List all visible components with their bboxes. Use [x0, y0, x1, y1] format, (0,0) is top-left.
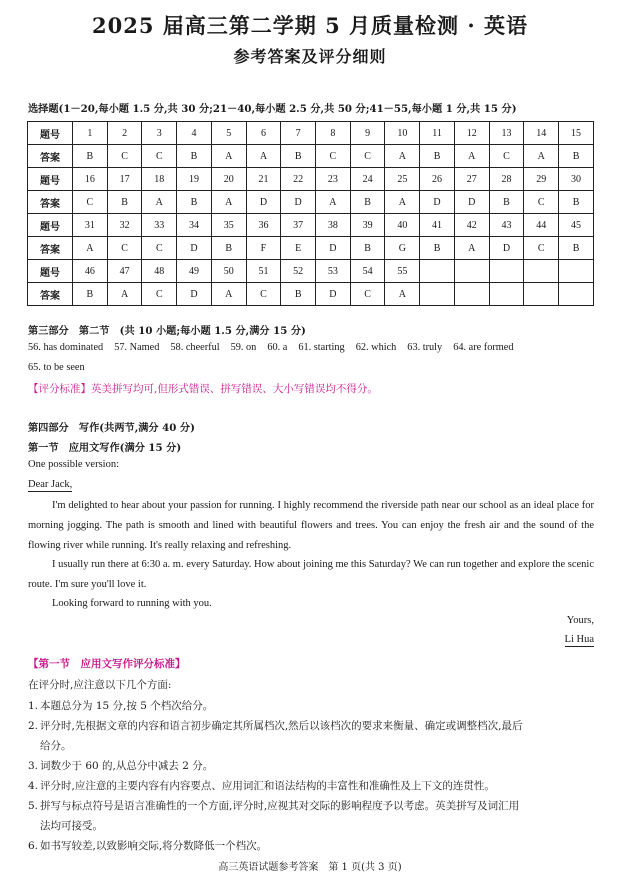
answer-cell: [489, 283, 524, 306]
criteria-rule: [28, 796, 594, 836]
question-number-cell: 29: [524, 168, 559, 191]
page-title: 2025 届高三第二学期 5 月质量检测 · 英语: [92, 13, 528, 38]
answer-cell: B: [350, 191, 385, 214]
answer-cell: E: [281, 237, 316, 260]
answer-cell: A: [524, 145, 559, 168]
question-number-cell: 3: [142, 122, 177, 145]
question-number-cell: 42: [454, 214, 489, 237]
part3-criteria-note: 【评分标准】英美拼写均可,但形式错误、拼写错误、大小写错误均不得分。: [28, 383, 378, 395]
answer-cell: C: [142, 283, 177, 306]
question-number-cell: 43: [489, 214, 524, 237]
question-number-cell: 16: [73, 168, 108, 191]
answer-cell: D: [420, 191, 455, 214]
question-number-cell: [454, 260, 489, 283]
question-number-cell: 18: [142, 168, 177, 191]
answer-cell: D: [316, 237, 351, 260]
question-number-row: [28, 214, 594, 237]
question-number-cell: 33: [142, 214, 177, 237]
answer-cell: B: [420, 145, 455, 168]
question-number-cell: 41: [420, 214, 455, 237]
part3-answers-line2: [28, 362, 85, 373]
question-number-cell: 48: [142, 260, 177, 283]
question-number-cell: 22: [281, 168, 316, 191]
question-number-cell: 2: [107, 122, 142, 145]
rule-number: 6.: [28, 840, 39, 852]
answer-cell: B: [420, 237, 455, 260]
answer-cell: B: [559, 145, 594, 168]
question-number-cell: 47: [107, 260, 142, 283]
question-number-cell: 9: [350, 122, 385, 145]
question-number-cell: 20: [211, 168, 246, 191]
answer-cell: C: [142, 237, 177, 260]
answer-cell: B: [281, 145, 316, 168]
answer-cell: D: [489, 237, 524, 260]
question-number-cell: 45: [559, 214, 594, 237]
answer-table: [27, 121, 594, 306]
answer-cell: B: [559, 191, 594, 214]
question-number-cell: [524, 260, 559, 283]
part3-answers-line1: [28, 342, 525, 353]
criteria-title: 【第一节 应用文写作评分标准】: [28, 658, 186, 670]
row-label-answer: 答案: [28, 191, 73, 214]
question-number-cell: 17: [107, 168, 142, 191]
answer-cell: D: [281, 191, 316, 214]
answer-cell: C: [350, 283, 385, 306]
answer-cell: D: [246, 191, 281, 214]
fill-answer: 61. starting: [298, 342, 345, 353]
question-number-cell: 7: [281, 122, 316, 145]
rule-text: 词数少于 60 的,从总分中减去 2 分。: [40, 760, 214, 772]
answer-cell: [420, 283, 455, 306]
question-number-row: [28, 260, 594, 283]
answer-cell: C: [73, 191, 108, 214]
fill-answer: 56. has dominated: [28, 342, 104, 353]
question-number-cell: 35: [211, 214, 246, 237]
answer-row: [28, 145, 594, 168]
question-number-cell: 30: [559, 168, 594, 191]
answer-cell: A: [142, 191, 177, 214]
question-number-cell: 21: [246, 168, 281, 191]
answer-cell: B: [73, 283, 108, 306]
answer-cell: C: [524, 237, 559, 260]
question-number-cell: 46: [73, 260, 108, 283]
criteria-rule: [28, 776, 594, 796]
answer-cell: B: [559, 237, 594, 260]
question-number-cell: 13: [489, 122, 524, 145]
letter-signature: [565, 634, 594, 645]
answer-row: [28, 237, 594, 260]
answer-cell: A: [385, 191, 420, 214]
row-label-answer: 答案: [28, 283, 73, 306]
question-number-cell: 10: [385, 122, 420, 145]
fill-answer: 60. a: [267, 342, 288, 353]
rule-text: 如书写较差,以致影响交际,将分数降低一个档次。: [40, 840, 268, 852]
answer-cell: B: [107, 191, 142, 214]
answer-cell: B: [177, 145, 212, 168]
answer-cell: [559, 283, 594, 306]
answer-cell: A: [246, 145, 281, 168]
sample-intro: One possible version:: [28, 459, 119, 470]
fill-answer: 65. to be seen: [28, 362, 85, 373]
answer-cell: G: [385, 237, 420, 260]
answer-row: [28, 191, 594, 214]
rule-text: 评分时,先根据文章的内容和语言初步确定其所属档次,然后以该档次的要求来衡量、确定或调整档次,最后: [40, 720, 523, 732]
answer-cell: A: [385, 145, 420, 168]
fill-answer: 64. are formed: [453, 342, 514, 353]
rule-text: 本题总分为 15 分,按 5 个档次给分。: [40, 700, 214, 712]
question-number-cell: 26: [420, 168, 455, 191]
rule-text: 拼写与标点符号是语言准确性的一个方面,评分时,应视其对交际的影响程度予以考虑。英美拼写及词汇用: [40, 800, 520, 812]
answer-cell: D: [454, 191, 489, 214]
rule-number: 5.: [28, 800, 39, 812]
row-label-question-number: 题号: [28, 214, 73, 237]
answer-cell: C: [107, 145, 142, 168]
question-number-cell: 4: [177, 122, 212, 145]
letter-paragraph-1: I'm delighted to hear about your passion for running. I highly recommend the riverside path near our school as an ideal place for morning jogging. The path is smooth and lined with beautiful flowers and trees. You can enjoy the fresh air and the sound of the flowing river while running. It's really relaxing and refreshing.: [28, 500, 594, 551]
answer-cell: A: [454, 237, 489, 260]
answer-cell: C: [107, 237, 142, 260]
answer-cell: F: [246, 237, 281, 260]
answer-cell: A: [211, 191, 246, 214]
answer-cell: A: [211, 145, 246, 168]
answer-cell: C: [142, 145, 177, 168]
question-number-cell: 34: [177, 214, 212, 237]
question-number-row: [28, 168, 594, 191]
salutation-text: Dear Jack,: [28, 479, 73, 490]
letter-salutation: [28, 479, 72, 490]
letter-closing: Yours,: [566, 615, 594, 626]
part4-heading: 第四部分 写作(共两节,满分 40 分): [28, 422, 195, 434]
question-number-cell: [559, 260, 594, 283]
section1-heading: 第一节 应用文写作(满分 15 分): [28, 442, 182, 454]
answer-cell: A: [316, 191, 351, 214]
question-number-cell: 44: [524, 214, 559, 237]
question-number-cell: 32: [107, 214, 142, 237]
fill-answer: 63. truly: [407, 342, 443, 353]
question-number-cell: [420, 260, 455, 283]
question-number-cell: 39: [350, 214, 385, 237]
answer-cell: [524, 283, 559, 306]
question-number-cell: 51: [246, 260, 281, 283]
question-number-cell: 55: [385, 260, 420, 283]
question-number-cell: 14: [524, 122, 559, 145]
answer-cell: B: [177, 191, 212, 214]
answer-cell: A: [73, 237, 108, 260]
letter-paragraph-3: Looking forward to running with you.: [52, 598, 212, 609]
answer-cell: A: [107, 283, 142, 306]
question-number-cell: 1: [73, 122, 108, 145]
answer-cell: B: [211, 237, 246, 260]
question-number-cell: 11: [420, 122, 455, 145]
question-number-cell: 52: [281, 260, 316, 283]
answer-cell: [454, 283, 489, 306]
question-number-cell: 6: [246, 122, 281, 145]
answer-cell: B: [350, 237, 385, 260]
criteria-rule: [28, 716, 594, 756]
rule-number: 2.: [28, 720, 39, 732]
rule-text-continued: 给分。: [40, 740, 72, 752]
page-footer: 高三英语试题参考答案 第 1 页(共 3 页): [218, 862, 402, 873]
question-number-cell: 40: [385, 214, 420, 237]
answer-cell: B: [489, 191, 524, 214]
answer-cell: A: [211, 283, 246, 306]
answer-row: [28, 283, 594, 306]
question-number-cell: 37: [281, 214, 316, 237]
rule-number: 1.: [28, 700, 39, 712]
question-number-cell: 28: [489, 168, 524, 191]
fill-answer: 62. which: [355, 342, 397, 353]
question-number-cell: 15: [559, 122, 594, 145]
fill-answer: 58. cheerful: [170, 342, 220, 353]
answer-cell: C: [350, 145, 385, 168]
question-number-cell: 54: [350, 260, 385, 283]
page-subtitle: 参考答案及评分细则: [233, 47, 387, 66]
rule-number: 3.: [28, 760, 39, 772]
answer-cell: C: [246, 283, 281, 306]
criteria-rule: [28, 756, 594, 776]
question-number-cell: 38: [316, 214, 351, 237]
question-number-cell: 24: [350, 168, 385, 191]
answer-cell: D: [177, 237, 212, 260]
answer-cell: C: [489, 145, 524, 168]
question-number-cell: 27: [454, 168, 489, 191]
choice-section-heading: 选择题(1－20,每小题 1.5 分,共 30 分;21－40,每小题 2.5 分,共 50 分;41－55,每小题 1 分,共 15 分): [28, 103, 517, 115]
row-label-answer: 答案: [28, 237, 73, 260]
row-label-question-number: 题号: [28, 168, 73, 191]
question-number-row: [28, 122, 594, 145]
row-label-question-number: 题号: [28, 260, 73, 283]
question-number-cell: 23: [316, 168, 351, 191]
answer-cell: A: [385, 283, 420, 306]
row-label-question-number: 题号: [28, 122, 73, 145]
answer-cell: B: [73, 145, 108, 168]
fill-answer: 59. on: [230, 342, 257, 353]
question-number-cell: 19: [177, 168, 212, 191]
question-number-cell: [489, 260, 524, 283]
signature-text: Li Hua: [564, 634, 594, 645]
question-number-cell: 5: [211, 122, 246, 145]
question-number-cell: 25: [385, 168, 420, 191]
answer-cell: A: [454, 145, 489, 168]
fill-answer: 57. Named: [114, 342, 160, 353]
answer-cell: B: [281, 283, 316, 306]
question-number-cell: 8: [316, 122, 351, 145]
letter-paragraph-2: I usually run there at 6:30 a. m. every Saturday. How about joining me this Saturday? We can run together and explore the scenic route. I'm sure you'll love it.: [28, 559, 594, 590]
part3-heading: 第三部分 第二节 (共 10 小题;每小题 1.5 分,满分 15 分): [28, 325, 306, 337]
question-number-cell: 49: [177, 260, 212, 283]
question-number-cell: 12: [454, 122, 489, 145]
rule-text-continued: 法均可接受。: [40, 820, 103, 832]
answer-cell: D: [316, 283, 351, 306]
question-number-cell: 53: [316, 260, 351, 283]
criteria-rule: [28, 696, 594, 716]
criteria-rule: [28, 836, 594, 856]
question-number-cell: 36: [246, 214, 281, 237]
answer-cell: C: [316, 145, 351, 168]
rule-number: 4.: [28, 780, 39, 792]
answer-cell: C: [524, 191, 559, 214]
row-label-answer: 答案: [28, 145, 73, 168]
criteria-intro: 在评分时,应注意以下几个方面:: [28, 679, 172, 691]
question-number-cell: 31: [73, 214, 108, 237]
rule-text: 评分时,应注意的主要内容有内容要点、应用词汇和语法结构的丰富性和准确性及上下文的连贯性。: [40, 780, 495, 792]
question-number-cell: 50: [211, 260, 246, 283]
answer-cell: D: [177, 283, 212, 306]
